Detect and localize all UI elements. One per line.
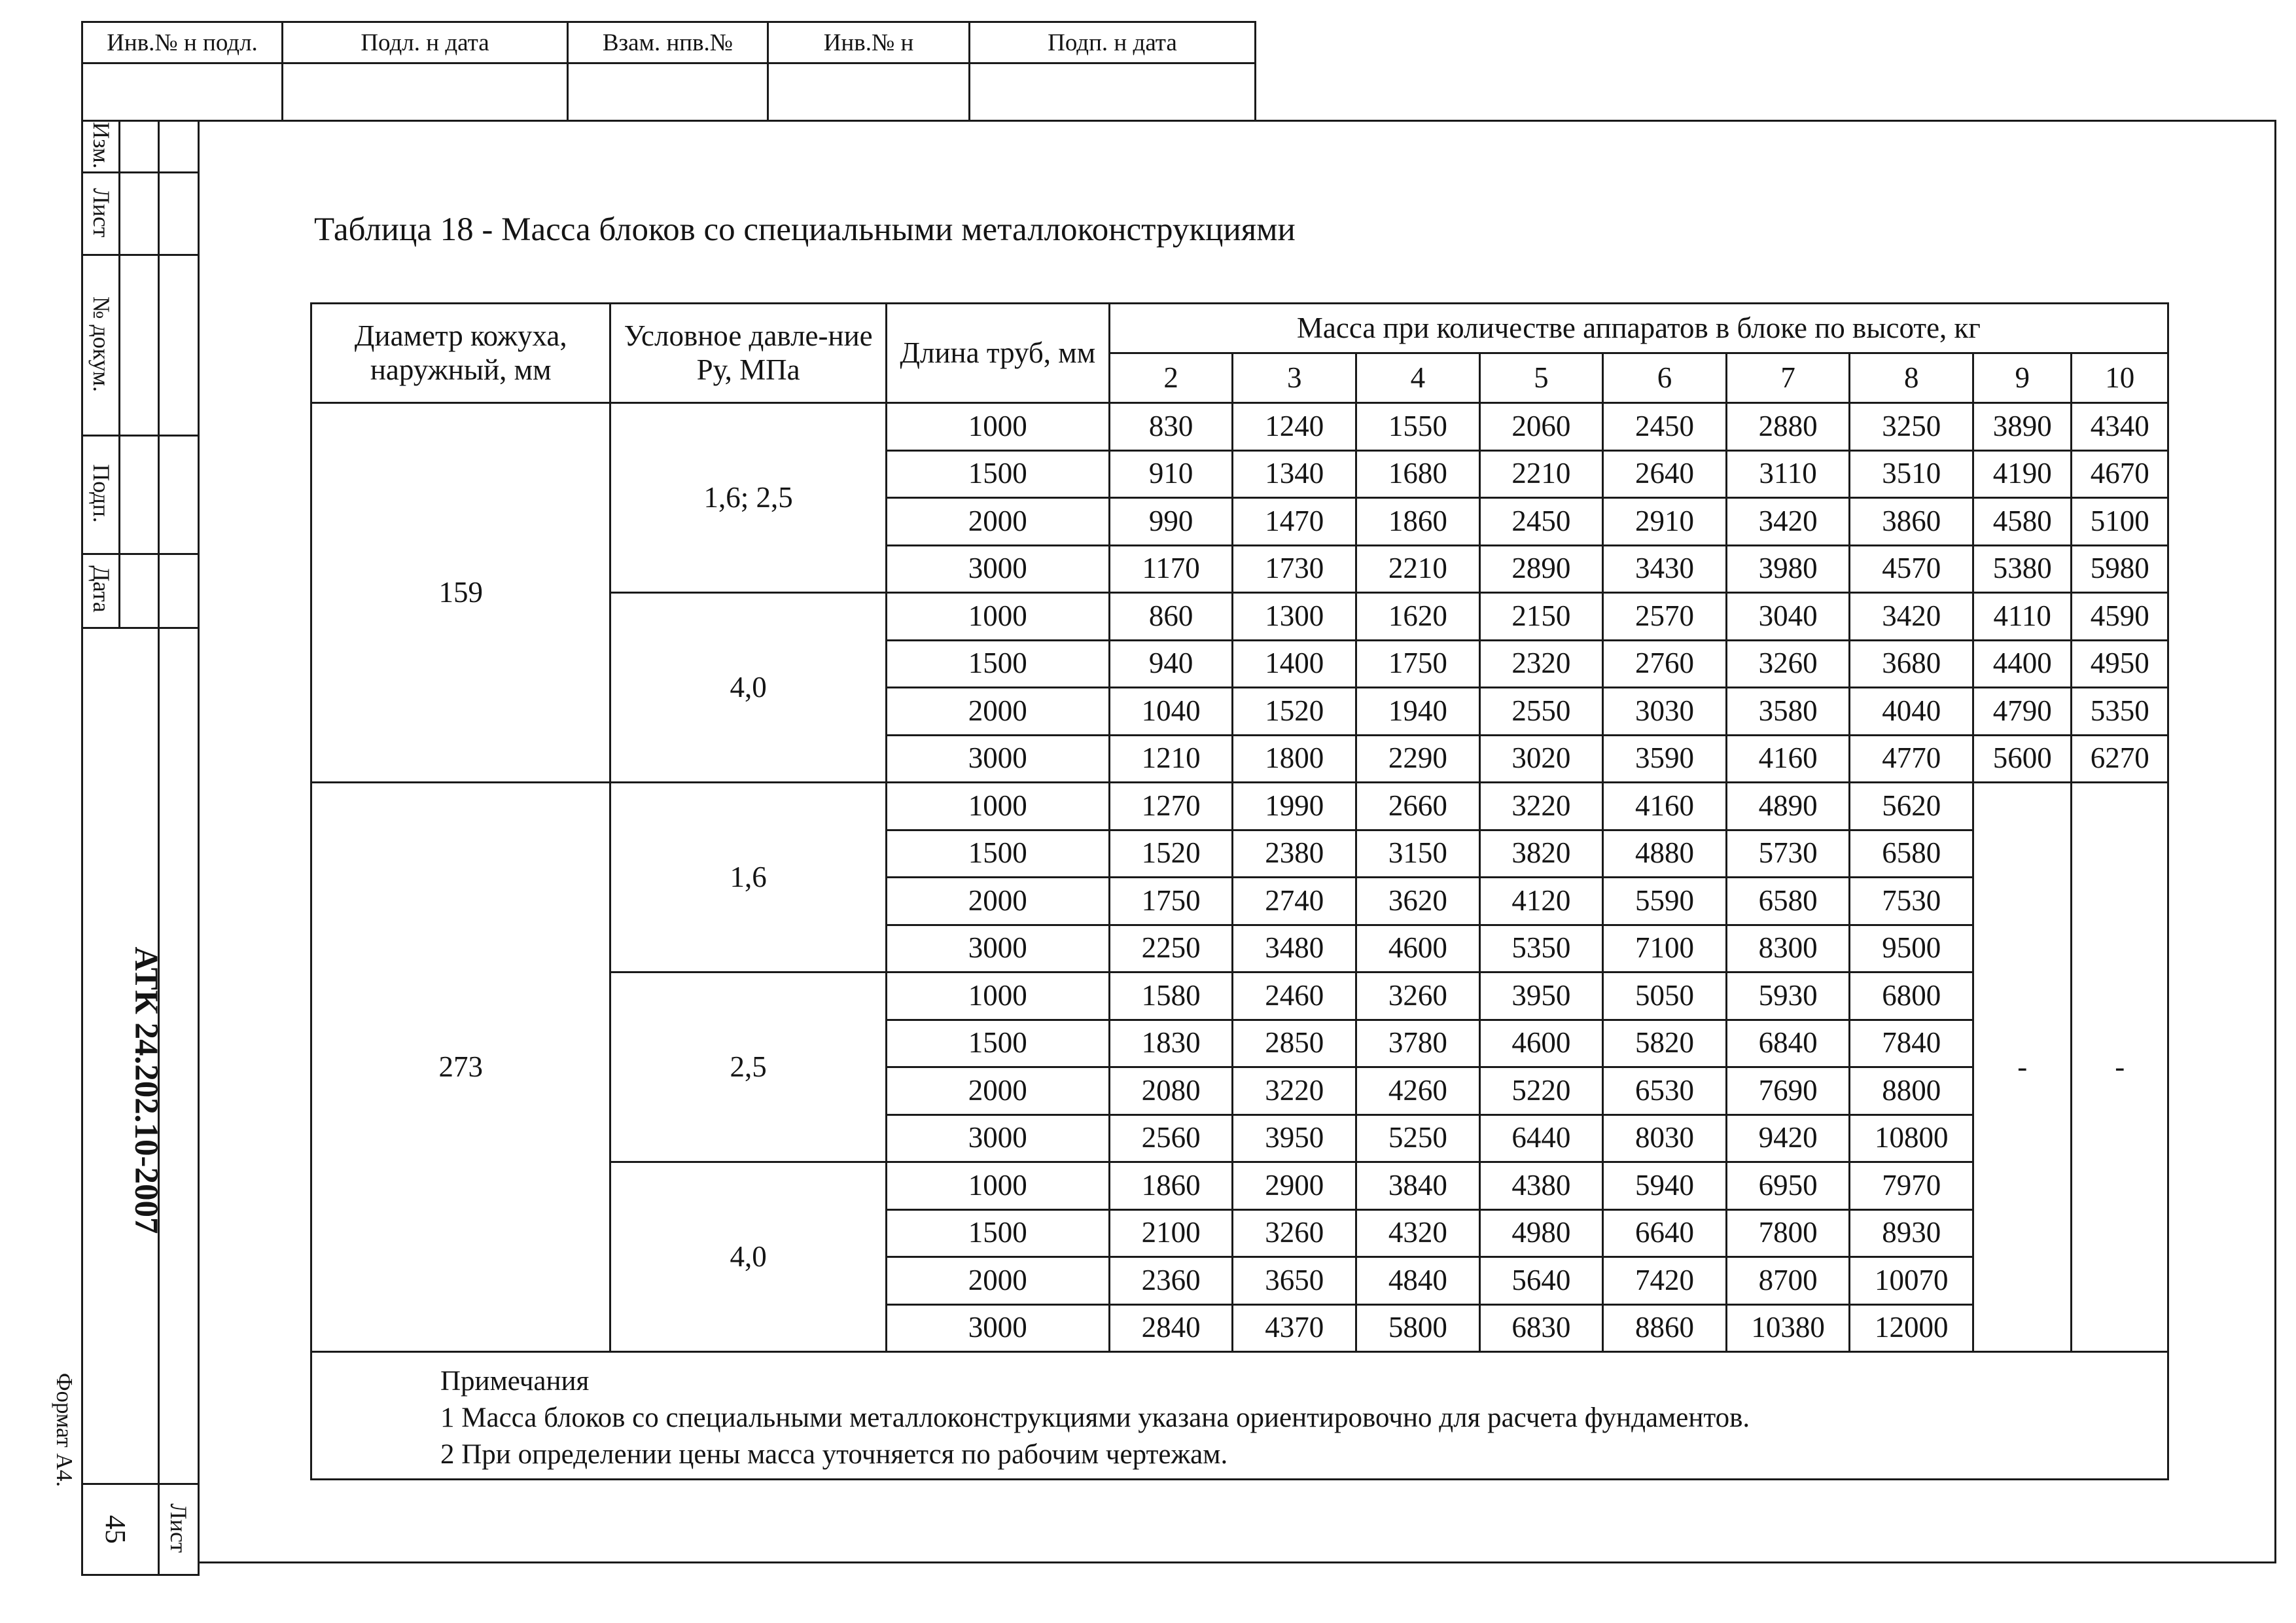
mass-cell: 10380 (1726, 1304, 1850, 1352)
mass-cell: 4790 (1973, 688, 2071, 736)
revision-row-line-3 (81, 435, 200, 437)
frame-bottom-main-line (198, 1561, 2276, 1563)
mass-cell: 3620 (1356, 878, 1480, 925)
revision-row-line-2 (81, 254, 200, 256)
mass-cell: 2850 (1233, 1020, 1356, 1067)
mass-cell: 7420 (1603, 1257, 1727, 1305)
length-cell: 1000 (886, 593, 1109, 641)
mass-cell: 3860 (1850, 498, 1973, 546)
mass-cell: 910 (1109, 450, 1233, 498)
mass-cell: 7100 (1603, 925, 1727, 972)
mass-cell: 1520 (1109, 830, 1233, 878)
mass-cell: 4320 (1356, 1209, 1480, 1257)
mass-cell: 6440 (1479, 1115, 1603, 1162)
length-cell: 1500 (886, 1020, 1109, 1067)
revision-row-line-4 (81, 553, 200, 555)
mass-cell: 3510 (1850, 450, 1973, 498)
note-item-1: 1 Масса блоков со специальными металлоконструкциями указана ориентировочно для расчета фундаментов. (440, 1402, 1750, 1433)
mass-cell: 1750 (1109, 878, 1233, 925)
mass-cell: 1040 (1109, 688, 1233, 736)
length-cell: 2000 (886, 688, 1109, 736)
mass-cell: 3040 (1726, 593, 1850, 641)
mass-cell: 4670 (2072, 450, 2168, 498)
mass-cell: 9500 (1850, 925, 1973, 972)
mass-cell: 5380 (1973, 545, 2071, 593)
mass-cell: 1340 (1233, 450, 1356, 498)
mass-cell: 2210 (1479, 450, 1603, 498)
mass-cell: 4840 (1356, 1257, 1480, 1305)
mass-cell: 2910 (1603, 498, 1727, 546)
mass-cell: 4260 (1356, 1067, 1480, 1115)
diameter-cell: 273 (311, 783, 610, 1352)
length-cell: 1000 (886, 972, 1109, 1020)
frame-right-line (2274, 120, 2276, 1563)
mass-cell: 2380 (1233, 830, 1356, 878)
length-cell: 1500 (886, 450, 1109, 498)
header-pipe-length: Длина труб, мм (886, 304, 1109, 403)
mass-cell: 6840 (1726, 1020, 1850, 1067)
mass-cell: 9420 (1726, 1115, 1850, 1162)
mass-cell: 3150 (1356, 830, 1480, 878)
length-cell: 3000 (886, 735, 1109, 783)
mass-cell: 3950 (1233, 1115, 1356, 1162)
mass-cell: 2210 (1356, 545, 1480, 593)
pressure-cell: 2,5 (610, 972, 886, 1162)
format-label: Формат А4. (52, 1372, 77, 1488)
pressure-cell: 1,6 (610, 783, 886, 972)
mass-cell: 6800 (1850, 972, 1973, 1020)
mass-cell: 4160 (1726, 735, 1850, 783)
mass-cell: 4340 (2072, 403, 2168, 451)
mass-cell: 5940 (1603, 1162, 1727, 1210)
mass-cell: 3650 (1233, 1257, 1356, 1305)
mass-cell: 4600 (1356, 925, 1480, 972)
mass-cell: 1620 (1356, 593, 1480, 641)
mass-cell: 3260 (1233, 1209, 1356, 1257)
document-code: АТК 24.202.10-2007 (128, 946, 164, 1234)
mass-cell: 3820 (1479, 830, 1603, 878)
mass-cell: 830 (1109, 403, 1233, 451)
mass-cell: 2150 (1479, 593, 1603, 641)
mass-cell: 2450 (1603, 403, 1727, 451)
mass-cell: 4570 (1850, 545, 1973, 593)
length-cell: 3000 (886, 1115, 1109, 1162)
mass-cell: 3680 (1850, 640, 1973, 688)
mass-cell: 1800 (1233, 735, 1356, 783)
revision-label-izm: Изм. (88, 122, 115, 169)
sheet-block-top-line (81, 1483, 200, 1485)
mass-cell: 4370 (1233, 1304, 1356, 1352)
length-cell: 3000 (886, 1304, 1109, 1352)
mass-cell: 1940 (1356, 688, 1480, 736)
length-cell: 1000 (886, 403, 1109, 451)
length-cell: 3000 (886, 925, 1109, 972)
mass-cell: 5050 (1603, 972, 1727, 1020)
mass-cell: 2840 (1109, 1304, 1233, 1352)
mass-cell: 3980 (1726, 545, 1850, 593)
length-cell: 2000 (886, 1067, 1109, 1115)
mass-cell: 1270 (1109, 783, 1233, 830)
stamp-header-podp-data-2: Подп. н дата (970, 22, 1256, 63)
mass-cell: 3220 (1233, 1067, 1356, 1115)
header-count-9: 9 (1973, 353, 2071, 403)
mass-cell: 1860 (1109, 1162, 1233, 1210)
mass-cell: 4980 (1479, 1209, 1603, 1257)
mass-cell: 4040 (1850, 688, 1973, 736)
sheet-number: 45 (99, 1515, 132, 1544)
mass-cell: 1830 (1109, 1020, 1233, 1067)
mass-cell: 2570 (1603, 593, 1727, 641)
header-mass: Масса при количестве аппаратов в блоке по высоте, кг (1109, 304, 2168, 353)
mass-cell: 2290 (1356, 735, 1480, 783)
header-count-5: 5 (1479, 353, 1603, 403)
revision-label-data: Дата (88, 565, 115, 613)
frame-left-col2-line (158, 120, 160, 1576)
mass-cell: 4120 (1479, 878, 1603, 925)
mass-cell: 1550 (1356, 403, 1480, 451)
mass-cell: 7690 (1726, 1067, 1850, 1115)
revision-label-list: Лист (88, 188, 115, 238)
mass-cell: 4400 (1973, 640, 2071, 688)
mass-cell: 2450 (1479, 498, 1603, 546)
table-row (311, 783, 2168, 830)
mass-cell: 8700 (1726, 1257, 1850, 1305)
mass-cell: 940 (1109, 640, 1233, 688)
header-pressure: Условное давле-ние Ру, МПа (610, 304, 886, 403)
mass-cell: 6530 (1603, 1067, 1727, 1115)
mass-cell: 8800 (1850, 1067, 1973, 1115)
mass-cell: 3030 (1603, 688, 1727, 736)
mass-cell: 3420 (1850, 593, 1973, 641)
table-caption: Таблица 18 - Масса блоков со специальными металлоконструкциями (314, 211, 1296, 248)
mass-cell: 6830 (1479, 1304, 1603, 1352)
header-count-7: 7 (1726, 353, 1850, 403)
mass-cell: 4770 (1850, 735, 1973, 783)
revision-label-dokum: № докум. (88, 296, 115, 392)
mass-cell: 3780 (1356, 1020, 1480, 1067)
length-cell: 2000 (886, 498, 1109, 546)
mass-cell: 4190 (1973, 450, 2071, 498)
stamp-header-vzam-inv: Взам. нпв.№ (568, 22, 768, 63)
frame-top-line (81, 120, 2276, 122)
mass-cell: 5350 (1479, 925, 1603, 972)
header-count-6: 6 (1603, 353, 1727, 403)
header-count-10: 10 (2072, 353, 2168, 403)
length-cell: 1500 (886, 830, 1109, 878)
mass-cell: 3020 (1479, 735, 1603, 783)
stamp-cell-inv-dubl (768, 63, 970, 121)
frame-bottom-line (81, 1574, 200, 1576)
mass-cell: 5800 (1356, 1304, 1480, 1352)
mass-cell: 4160 (1603, 783, 1727, 830)
mass-cell: 1730 (1233, 545, 1356, 593)
notes-row (311, 1352, 2168, 1480)
mass-cell: 1520 (1233, 688, 1356, 736)
mass-cell: 8030 (1603, 1115, 1727, 1162)
mass-cell: 3220 (1479, 783, 1603, 830)
mass-cell: 4110 (1973, 593, 2071, 641)
mass-cell: 5640 (1479, 1257, 1603, 1305)
length-cell: 1500 (886, 1209, 1109, 1257)
mass-cell: 1400 (1233, 640, 1356, 688)
mass-cell: 5820 (1603, 1020, 1727, 1067)
mass-cell: 5250 (1356, 1115, 1480, 1162)
mass-cell: 3430 (1603, 545, 1727, 593)
revision-label-podp: Подп. (88, 464, 115, 523)
mass-cell: 4580 (1973, 498, 2071, 546)
mass-cell: 3260 (1356, 972, 1480, 1020)
diameter-cell: 159 (311, 403, 610, 783)
table-row (311, 403, 2168, 451)
mass-cell: 2550 (1479, 688, 1603, 736)
mass-cell: 7800 (1726, 1209, 1850, 1257)
sheet-label: Лист (166, 1503, 192, 1553)
length-cell: 2000 (886, 1257, 1109, 1305)
mass-cell: 2900 (1233, 1162, 1356, 1210)
mass-cell: 2640 (1603, 450, 1727, 498)
mass-cell: 3250 (1850, 403, 1973, 451)
frame-left-outer-line (81, 120, 83, 1576)
mass-cell: 5730 (1726, 830, 1850, 878)
revision-block-bottom-line (81, 627, 200, 629)
frame-left-inner-line (198, 120, 200, 1576)
pressure-cell: 4,0 (610, 1162, 886, 1352)
mass-cell: 2740 (1233, 878, 1356, 925)
mass-cell: 4590 (2072, 593, 2168, 641)
mass-cell: 2890 (1479, 545, 1603, 593)
mass-cell: 2880 (1726, 403, 1850, 451)
length-cell: 1000 (886, 783, 1109, 830)
length-cell: 2000 (886, 878, 1109, 925)
mass-cell: 10070 (1850, 1257, 1973, 1305)
header-count-3: 3 (1233, 353, 1356, 403)
mass-cell: 5220 (1479, 1067, 1603, 1115)
mass-cell: 12000 (1850, 1304, 1973, 1352)
mass-cell: 3260 (1726, 640, 1850, 688)
notes-title: Примечания (440, 1366, 590, 1397)
mass-cell: 1680 (1356, 450, 1480, 498)
stamp-header-podp-data: Подл. н дата (283, 22, 568, 63)
mass-cell: 2080 (1109, 1067, 1233, 1115)
length-cell: 1500 (886, 640, 1109, 688)
top-stamp-table (81, 21, 1256, 122)
mass-cell: 2760 (1603, 640, 1727, 688)
mass-cell-dash: - (2072, 783, 2168, 1352)
mass-cell: 4890 (1726, 783, 1850, 830)
frame-left-col1-line (118, 120, 120, 627)
length-cell: 3000 (886, 545, 1109, 593)
mass-cell: 8300 (1726, 925, 1850, 972)
mass-cell: 1170 (1109, 545, 1233, 593)
mass-cell: 5930 (1726, 972, 1850, 1020)
mass-cell: 5350 (2072, 688, 2168, 736)
header-count-4: 4 (1356, 353, 1480, 403)
mass-cell: 5100 (2072, 498, 2168, 546)
stamp-header-inv-podl: Инв.№ н подл. (82, 22, 283, 63)
mass-cell: 2250 (1109, 925, 1233, 972)
mass-cell: 1860 (1356, 498, 1480, 546)
mass-cell: 2560 (1109, 1115, 1233, 1162)
mass-cell: 5600 (1973, 735, 2071, 783)
block-mass-table (310, 302, 2169, 1480)
pressure-cell: 1,6; 2,5 (610, 403, 886, 593)
notes-cell (311, 1352, 2168, 1480)
mass-cell: 2360 (1109, 1257, 1233, 1305)
mass-cell: 5590 (1603, 878, 1727, 925)
mass-cell: 10800 (1850, 1115, 1973, 1162)
pressure-cell: 4,0 (610, 593, 886, 783)
header-diameter: Диаметр кожуха, наружный, мм (311, 304, 610, 403)
mass-cell: 1300 (1233, 593, 1356, 641)
stamp-cell-podp-data (283, 63, 568, 121)
mass-cell: 3890 (1973, 403, 2071, 451)
mass-cell: 4880 (1603, 830, 1727, 878)
length-cell: 1000 (886, 1162, 1109, 1210)
mass-cell: 6950 (1726, 1162, 1850, 1210)
stamp-header-inv-dubl: Инв.№ н (768, 22, 970, 63)
mass-cell: 7970 (1850, 1162, 1973, 1210)
mass-cell: 3950 (1479, 972, 1603, 1020)
stamp-cell-podp-data-2 (970, 63, 1256, 121)
mass-cell: 3110 (1726, 450, 1850, 498)
mass-cell: 1750 (1356, 640, 1480, 688)
mass-cell: 1210 (1109, 735, 1233, 783)
mass-cell: 2060 (1479, 403, 1603, 451)
mass-cell: 4380 (1479, 1162, 1603, 1210)
mass-cell-dash: - (1973, 783, 2071, 1352)
mass-cell: 860 (1109, 593, 1233, 641)
mass-cell: 1580 (1109, 972, 1233, 1020)
mass-cell: 5980 (2072, 545, 2168, 593)
mass-cell: 6640 (1603, 1209, 1727, 1257)
mass-cell: 6580 (1850, 830, 1973, 878)
mass-cell: 8930 (1850, 1209, 1973, 1257)
mass-cell: 4950 (2072, 640, 2168, 688)
mass-cell: 7840 (1850, 1020, 1973, 1067)
mass-cell: 7530 (1850, 878, 1973, 925)
mass-cell: 3420 (1726, 498, 1850, 546)
mass-cell: 990 (1109, 498, 1233, 546)
mass-cell: 8860 (1603, 1304, 1727, 1352)
stamp-cell-vzam-inv (568, 63, 768, 121)
mass-cell: 3580 (1726, 688, 1850, 736)
mass-cell: 1470 (1233, 498, 1356, 546)
header-count-2: 2 (1109, 353, 1233, 403)
mass-cell: 2320 (1479, 640, 1603, 688)
mass-cell: 2660 (1356, 783, 1480, 830)
mass-cell: 3590 (1603, 735, 1727, 783)
mass-cell: 1990 (1233, 783, 1356, 830)
mass-cell: 2460 (1233, 972, 1356, 1020)
mass-cell: 6270 (2072, 735, 2168, 783)
header-count-8: 8 (1850, 353, 1973, 403)
mass-cell: 3480 (1233, 925, 1356, 972)
mass-cell: 6580 (1726, 878, 1850, 925)
mass-cell: 2100 (1109, 1209, 1233, 1257)
mass-cell: 3840 (1356, 1162, 1480, 1210)
mass-cell: 5620 (1850, 783, 1973, 830)
note-item-2: 2 При определении цены масса уточняется по рабочим чертежам. (440, 1439, 1228, 1470)
mass-cell: 1240 (1233, 403, 1356, 451)
mass-cell: 4600 (1479, 1020, 1603, 1067)
